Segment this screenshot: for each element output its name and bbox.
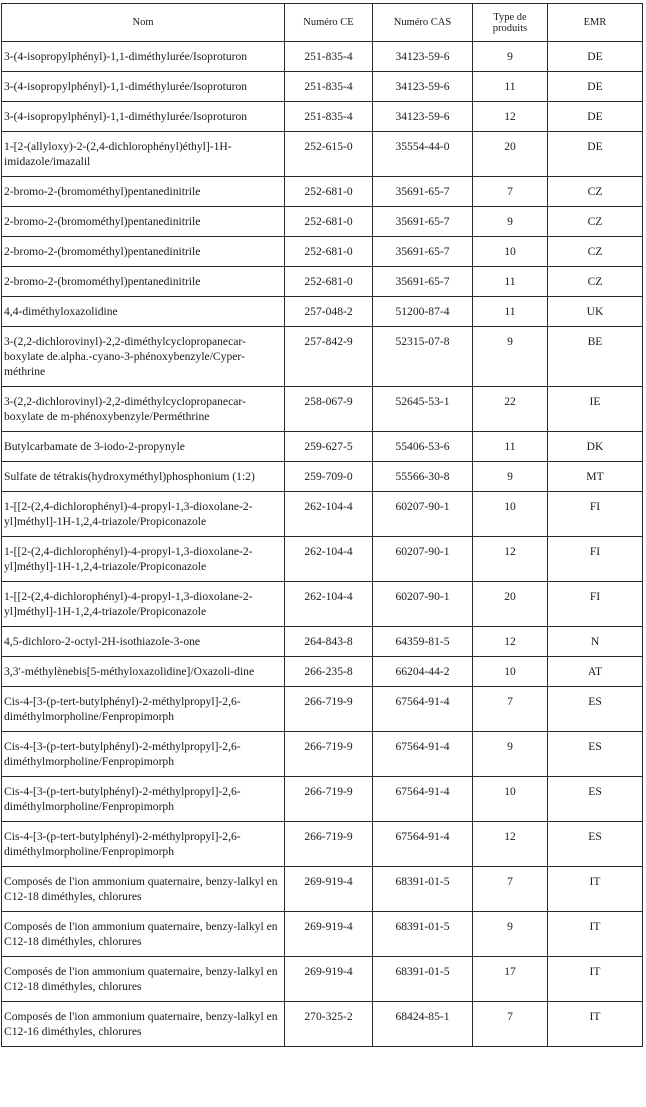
cell-numero-ce: 259-709-0 bbox=[285, 462, 373, 492]
cell-emr: FI bbox=[548, 582, 643, 627]
cell-numero-cas: 55566-30-8 bbox=[373, 462, 473, 492]
table-row bbox=[2, 387, 643, 432]
cell-numero-cas: 51200-87-4 bbox=[373, 297, 473, 327]
cell-nom: 2-bromo-2-(bromométhyl)pentanedinitrile bbox=[2, 207, 285, 237]
cell-nom: Composés de l'ion ammonium quaternaire, benzy-lalkyl en C12-18 diméthyles, chlorures bbox=[2, 867, 285, 912]
cell-type-de-produits: 12 bbox=[473, 822, 548, 867]
table-row bbox=[2, 297, 643, 327]
cell-emr: ES bbox=[548, 822, 643, 867]
cell-numero-cas: 60207-90-1 bbox=[373, 537, 473, 582]
cell-emr: ES bbox=[548, 777, 643, 822]
cell-type-de-produits: 20 bbox=[473, 132, 548, 177]
table-row bbox=[2, 582, 643, 627]
cell-type-de-produits: 12 bbox=[473, 627, 548, 657]
cell-emr: CZ bbox=[548, 237, 643, 267]
cell-emr: MT bbox=[548, 462, 643, 492]
cell-numero-cas: 34123-59-6 bbox=[373, 42, 473, 72]
cell-type-de-produits: 10 bbox=[473, 777, 548, 822]
cell-numero-cas: 68391-01-5 bbox=[373, 867, 473, 912]
cell-emr: FI bbox=[548, 537, 643, 582]
cell-nom: Composés de l'ion ammonium quaternaire, benzy-lalkyl en C12-18 diméthyles, chlorures bbox=[2, 912, 285, 957]
cell-type-de-produits: 10 bbox=[473, 657, 548, 687]
cell-numero-ce: 257-842-9 bbox=[285, 327, 373, 387]
cell-numero-cas: 60207-90-1 bbox=[373, 492, 473, 537]
table-row bbox=[2, 867, 643, 912]
cell-emr: IT bbox=[548, 1002, 643, 1047]
cell-numero-ce: 258-067-9 bbox=[285, 387, 373, 432]
cell-nom: Cis-4-[3-(p-tert-butylphényl)-2-méthylpropyl]-2,6-diméthylmorpholine/Fenpropimorph bbox=[2, 687, 285, 732]
substances-table bbox=[1, 3, 643, 1047]
column-header-emr: EMR bbox=[548, 4, 643, 42]
column-header-type-de-produits: Type de produits bbox=[473, 4, 548, 42]
cell-nom: 4,4-diméthyloxazolidine bbox=[2, 297, 285, 327]
cell-nom: 3-(4-isopropylphényl)-1,1-diméthylurée/Isoproturon bbox=[2, 72, 285, 102]
cell-numero-cas: 35691-65-7 bbox=[373, 237, 473, 267]
table-row bbox=[2, 177, 643, 207]
cell-numero-ce: 259-627-5 bbox=[285, 432, 373, 462]
cell-numero-ce: 266-719-9 bbox=[285, 822, 373, 867]
cell-type-de-produits: 12 bbox=[473, 102, 548, 132]
cell-emr: ES bbox=[548, 687, 643, 732]
cell-numero-ce: 252-681-0 bbox=[285, 207, 373, 237]
cell-numero-ce: 251-835-4 bbox=[285, 72, 373, 102]
cell-numero-ce: 269-919-4 bbox=[285, 957, 373, 1002]
cell-nom: Cis-4-[3-(p-tert-butylphényl)-2-méthylpropyl]-2,6-diméthylmorpholine/Fenpropimorph bbox=[2, 777, 285, 822]
cell-numero-ce: 252-681-0 bbox=[285, 267, 373, 297]
cell-emr: CZ bbox=[548, 207, 643, 237]
cell-type-de-produits: 12 bbox=[473, 537, 548, 582]
cell-emr: DE bbox=[548, 132, 643, 177]
cell-nom: 3-(2,2-dichlorovinyl)-2,2-diméthylcyclopropanecar-boxylate de m-phénoxybenzyle/Perméthrine bbox=[2, 387, 285, 432]
table-row bbox=[2, 822, 643, 867]
table-row bbox=[2, 267, 643, 297]
table-row bbox=[2, 492, 643, 537]
cell-numero-cas: 35691-65-7 bbox=[373, 207, 473, 237]
cell-numero-cas: 67564-91-4 bbox=[373, 777, 473, 822]
cell-numero-cas: 67564-91-4 bbox=[373, 687, 473, 732]
cell-numero-ce: 266-235-8 bbox=[285, 657, 373, 687]
cell-numero-cas: 52315-07-8 bbox=[373, 327, 473, 387]
cell-type-de-produits: 7 bbox=[473, 177, 548, 207]
cell-type-de-produits: 11 bbox=[473, 297, 548, 327]
cell-nom: Butylcarbamate de 3-iodo-2-propynyle bbox=[2, 432, 285, 462]
table-row bbox=[2, 627, 643, 657]
cell-numero-cas: 34123-59-6 bbox=[373, 102, 473, 132]
cell-nom: 3-(2,2-dichlorovinyl)-2,2-diméthylcyclopropanecar-boxylate de.alpha.-cyano-3-phénoxybenzyle/Cyper-méthrine bbox=[2, 327, 285, 387]
cell-nom: 2-bromo-2-(bromométhyl)pentanedinitrile bbox=[2, 177, 285, 207]
cell-numero-cas: 35691-65-7 bbox=[373, 267, 473, 297]
cell-emr: DE bbox=[548, 102, 643, 132]
cell-nom: Composés de l'ion ammonium quaternaire, benzy-lalkyl en C12-16 diméthyles, chlorures bbox=[2, 1002, 285, 1047]
cell-emr: ES bbox=[548, 732, 643, 777]
cell-emr: N bbox=[548, 627, 643, 657]
cell-numero-cas: 66204-44-2 bbox=[373, 657, 473, 687]
cell-nom: 1-[2-(allyloxy)-2-(2,4-dichlorophényl)éthyl]-1H-imidazole/imazalil bbox=[2, 132, 285, 177]
cell-nom: 2-bromo-2-(bromométhyl)pentanedinitrile bbox=[2, 237, 285, 267]
cell-numero-ce: 269-919-4 bbox=[285, 912, 373, 957]
cell-emr: BE bbox=[548, 327, 643, 387]
cell-type-de-produits: 11 bbox=[473, 432, 548, 462]
cell-numero-ce: 269-919-4 bbox=[285, 867, 373, 912]
cell-nom: Cis-4-[3-(p-tert-butylphényl)-2-méthylpropyl]-2,6-diméthylmorpholine/Fenpropimorph bbox=[2, 822, 285, 867]
cell-type-de-produits: 11 bbox=[473, 72, 548, 102]
cell-numero-ce: 262-104-4 bbox=[285, 492, 373, 537]
cell-nom: 2-bromo-2-(bromométhyl)pentanedinitrile bbox=[2, 267, 285, 297]
cell-type-de-produits: 11 bbox=[473, 267, 548, 297]
cell-type-de-produits: 7 bbox=[473, 867, 548, 912]
cell-emr: IT bbox=[548, 912, 643, 957]
cell-numero-ce: 251-835-4 bbox=[285, 42, 373, 72]
cell-numero-ce: 262-104-4 bbox=[285, 537, 373, 582]
cell-type-de-produits: 9 bbox=[473, 327, 548, 387]
cell-type-de-produits: 9 bbox=[473, 207, 548, 237]
cell-numero-cas: 64359-81-5 bbox=[373, 627, 473, 657]
cell-numero-cas: 67564-91-4 bbox=[373, 732, 473, 777]
cell-type-de-produits: 20 bbox=[473, 582, 548, 627]
cell-nom: 1-[[2-(2,4-dichlorophényl)-4-propyl-1,3-dioxolane-2-yl]méthyl]-1H-1,2,4-triazole/Propiconazole bbox=[2, 537, 285, 582]
cell-numero-ce: 252-615-0 bbox=[285, 132, 373, 177]
cell-emr: DE bbox=[548, 72, 643, 102]
cell-numero-ce: 251-835-4 bbox=[285, 102, 373, 132]
table-row bbox=[2, 732, 643, 777]
cell-type-de-produits: 9 bbox=[473, 912, 548, 957]
cell-type-de-produits: 22 bbox=[473, 387, 548, 432]
cell-numero-cas: 67564-91-4 bbox=[373, 822, 473, 867]
cell-nom: 1-[[2-(2,4-dichlorophényl)-4-propyl-1,3-dioxolane-2-yl]méthyl]-1H-1,2,4-triazole/Propiconazole bbox=[2, 492, 285, 537]
cell-numero-ce: 266-719-9 bbox=[285, 687, 373, 732]
table-row bbox=[2, 207, 643, 237]
table-row bbox=[2, 687, 643, 732]
cell-nom: 3-(4-isopropylphényl)-1,1-diméthylurée/Isoproturon bbox=[2, 102, 285, 132]
cell-numero-cas: 68391-01-5 bbox=[373, 912, 473, 957]
table-row bbox=[2, 912, 643, 957]
cell-numero-ce: 266-719-9 bbox=[285, 732, 373, 777]
cell-nom: Sulfate de tétrakis(hydroxyméthyl)phosphonium (1:2) bbox=[2, 462, 285, 492]
cell-nom: 1-[[2-(2,4-dichlorophényl)-4-propyl-1,3-dioxolane-2-yl]méthyl]-1H-1,2,4-triazole/Propiconazole bbox=[2, 582, 285, 627]
cell-nom: Cis-4-[3-(p-tert-butylphényl)-2-méthylpropyl]-2,6-diméthylmorpholine/Fenpropimorph bbox=[2, 732, 285, 777]
table-row bbox=[2, 237, 643, 267]
cell-type-de-produits: 17 bbox=[473, 957, 548, 1002]
cell-emr: DK bbox=[548, 432, 643, 462]
cell-emr: FI bbox=[548, 492, 643, 537]
table-row bbox=[2, 432, 643, 462]
cell-numero-cas: 68391-01-5 bbox=[373, 957, 473, 1002]
cell-emr: CZ bbox=[548, 177, 643, 207]
cell-nom: Composés de l'ion ammonium quaternaire, benzy-lalkyl en C12-18 diméthyles, chlorures bbox=[2, 957, 285, 1002]
cell-emr: IT bbox=[548, 957, 643, 1002]
cell-numero-ce: 257-048-2 bbox=[285, 297, 373, 327]
cell-numero-cas: 52645-53-1 bbox=[373, 387, 473, 432]
substances-table-wrapper bbox=[1, 3, 642, 1047]
cell-nom: 3-(4-isopropylphényl)-1,1-diméthylurée/Isoproturon bbox=[2, 42, 285, 72]
cell-emr: UK bbox=[548, 297, 643, 327]
table-row bbox=[2, 957, 643, 1002]
cell-numero-cas: 34123-59-6 bbox=[373, 72, 473, 102]
cell-numero-ce: 262-104-4 bbox=[285, 582, 373, 627]
cell-emr: AT bbox=[548, 657, 643, 687]
table-row bbox=[2, 72, 643, 102]
cell-numero-ce: 270-325-2 bbox=[285, 1002, 373, 1047]
table-body bbox=[2, 42, 643, 1047]
table-row bbox=[2, 537, 643, 582]
cell-numero-cas: 68424-85-1 bbox=[373, 1002, 473, 1047]
cell-nom: 3,3′-méthylènebis[5-méthyloxazolidine]/Oxazoli-dine bbox=[2, 657, 285, 687]
cell-type-de-produits: 9 bbox=[473, 42, 548, 72]
column-header-nom: Nom bbox=[2, 4, 285, 42]
cell-numero-ce: 252-681-0 bbox=[285, 237, 373, 267]
table-row bbox=[2, 42, 643, 72]
cell-numero-cas: 55406-53-6 bbox=[373, 432, 473, 462]
cell-type-de-produits: 7 bbox=[473, 687, 548, 732]
cell-emr: CZ bbox=[548, 267, 643, 297]
cell-emr: IE bbox=[548, 387, 643, 432]
cell-emr: DE bbox=[548, 42, 643, 72]
cell-type-de-produits: 10 bbox=[473, 492, 548, 537]
table-row bbox=[2, 462, 643, 492]
cell-numero-ce: 252-681-0 bbox=[285, 177, 373, 207]
table-row bbox=[2, 132, 643, 177]
table-row bbox=[2, 1002, 643, 1047]
table-header-row bbox=[2, 4, 643, 42]
cell-numero-ce: 266-719-9 bbox=[285, 777, 373, 822]
cell-numero-ce: 264-843-8 bbox=[285, 627, 373, 657]
table-row bbox=[2, 777, 643, 822]
cell-numero-cas: 35554-44-0 bbox=[373, 132, 473, 177]
table-row bbox=[2, 327, 643, 387]
column-header-numero-ce: Numéro CE bbox=[285, 4, 373, 42]
cell-type-de-produits: 9 bbox=[473, 462, 548, 492]
cell-emr: IT bbox=[548, 867, 643, 912]
cell-type-de-produits: 10 bbox=[473, 237, 548, 267]
cell-numero-cas: 60207-90-1 bbox=[373, 582, 473, 627]
table-row bbox=[2, 657, 643, 687]
cell-numero-cas: 35691-65-7 bbox=[373, 177, 473, 207]
cell-nom: 4,5-dichloro-2-octyl-2H-isothiazole-3-one bbox=[2, 627, 285, 657]
table-row bbox=[2, 102, 643, 132]
cell-type-de-produits: 9 bbox=[473, 732, 548, 777]
cell-type-de-produits: 7 bbox=[473, 1002, 548, 1047]
column-header-numero-cas: Numéro CAS bbox=[373, 4, 473, 42]
